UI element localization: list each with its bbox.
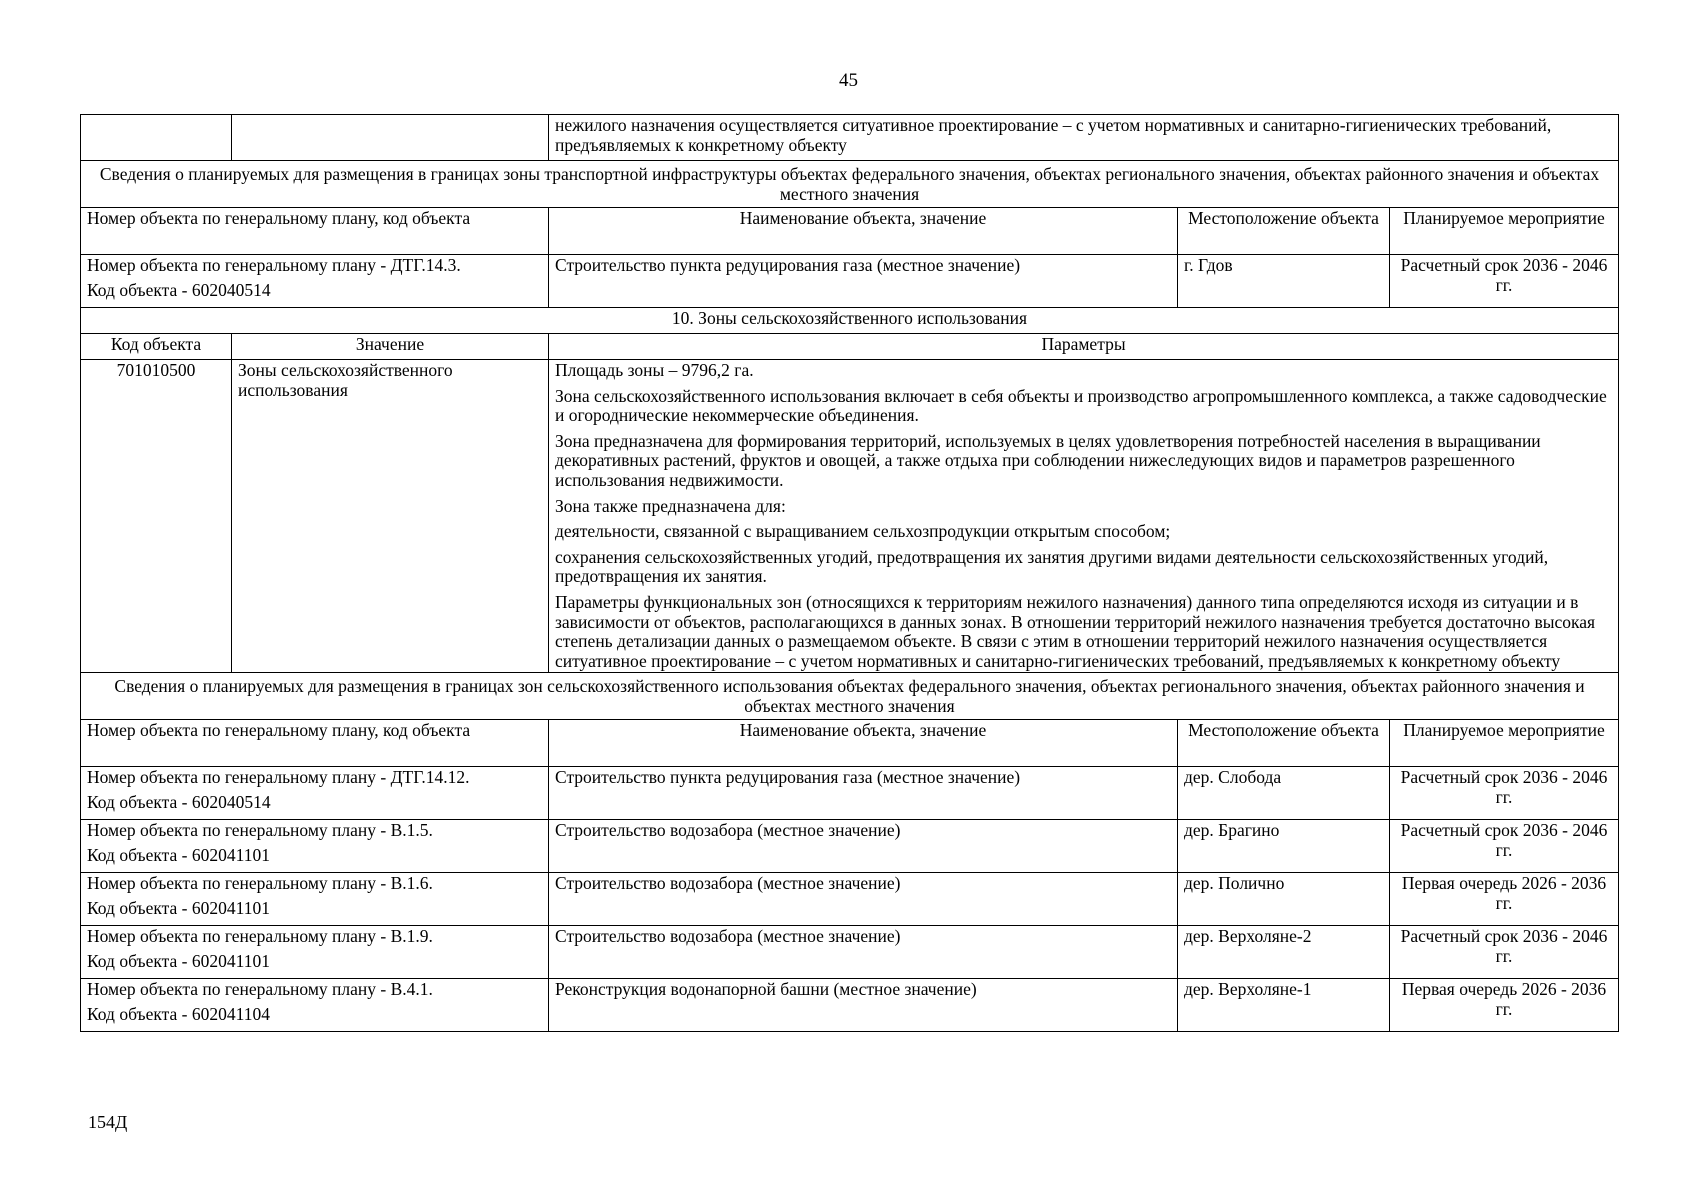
table-row xyxy=(81,926,1619,979)
object-number: Номер объекта по генеральному плану - В.1.9. xyxy=(87,926,433,947)
object-number-cell xyxy=(81,255,549,308)
object-number: Номер объекта по генеральному плану - В.4.1. xyxy=(87,979,433,1000)
section-row xyxy=(81,673,1619,720)
object-code: Код объекта - 602040514 xyxy=(87,791,271,812)
object-number-cell xyxy=(81,820,549,873)
header-location: Местоположение объекта xyxy=(1178,208,1390,255)
footer-code: 154Д xyxy=(88,1112,128,1132)
zone-param-paragraph: деятельности, связанной с выращиванием сельхозпродукции открытым способом; xyxy=(555,521,1171,542)
empty-cell xyxy=(81,115,232,161)
object-number-cell xyxy=(81,979,549,1032)
object-name: Строительство водозабора (местное значение) xyxy=(549,926,1178,979)
table-row xyxy=(81,255,1619,308)
object-number: Номер объекта по генеральному плану - ДТГ.14.12. xyxy=(87,767,470,788)
table-row xyxy=(81,820,1619,873)
object-name: Строительство водозабора (местное значение) xyxy=(549,820,1178,873)
object-number: Номер объекта по генеральному плану - ДТГ.14.3. xyxy=(87,255,461,275)
header-code: Код объекта xyxy=(81,334,232,360)
object-code: Код объекта - 602041101 xyxy=(87,897,270,918)
table-row xyxy=(81,979,1619,1032)
object-code: Код объекта - 602040514 xyxy=(87,279,271,300)
object-location: дер. Полично xyxy=(1178,873,1390,926)
object-activity: Расчетный срок 2036 - 2046 гг. xyxy=(1390,926,1619,979)
transport-section-title: Сведения о планируемых для размещения в границах зоны транспортной инфраструктуры объектах федерального значения, объектах регионального значения, объектах районного значения и объектах местного значения xyxy=(81,161,1619,208)
header-value: Значение xyxy=(232,334,549,360)
table-row xyxy=(81,873,1619,926)
section-row xyxy=(81,161,1619,208)
agri-section-title: Сведения о планируемых для размещения в границах зон сельскохозяйственного использования объектах федерального значения, объектах регионального значения, объектах районного значения и объектах местного значения xyxy=(81,673,1619,720)
page-number: 45 xyxy=(839,70,858,91)
object-activity: Первая очередь 2026 - 2036 гг. xyxy=(1390,873,1619,926)
object-number-cell xyxy=(81,767,549,820)
zone-param-paragraph: Зона также предназначена для: xyxy=(555,495,786,516)
object-activity: Расчетный срок 2036 - 2046 гг. xyxy=(1390,767,1619,820)
header-name: Наименование объекта, значение xyxy=(549,720,1178,767)
zone-params xyxy=(549,360,1619,673)
continuation-text: нежилого назначения осуществляется ситуативное проектирование – с учетом нормативных и санитарно-гигиенических требований, предъявляемых к конкретному объекту xyxy=(549,115,1619,161)
object-name: Реконструкция водонапорной башни (местное значение) xyxy=(549,979,1178,1032)
object-name: Строительство пункта редуцирования газа (местное значение) xyxy=(549,767,1178,820)
zone-param-paragraph: сохранения сельскохозяйственных угодий, предотвращения их занятия другими видами деятельности сельскохозяйственных угодий, предотвращения их занятия. xyxy=(555,546,1549,587)
object-location: дер. Верхоляне-1 xyxy=(1178,979,1390,1032)
object-code: Код объекта - 602041104 xyxy=(87,1003,270,1024)
header-params: Параметры xyxy=(549,334,1619,360)
document-table xyxy=(80,114,1619,1032)
empty-cell xyxy=(232,115,549,161)
object-name: Строительство водозабора (местное значение) xyxy=(549,873,1178,926)
object-number: Номер объекта по генеральному плану - В.1.6. xyxy=(87,873,433,894)
object-activity: Расчетный срок 2036 - 2046 гг. xyxy=(1390,820,1619,873)
object-code: Код объекта - 602041101 xyxy=(87,950,270,971)
continuation-row xyxy=(81,115,1619,161)
object-location: дер. Слобода xyxy=(1178,767,1390,820)
zone-value: Зоны сельскохозяйственного использования xyxy=(232,360,549,673)
zone-row xyxy=(81,360,1619,673)
object-name: Строительство пункта редуцирования газа (местное значение) xyxy=(549,255,1178,308)
zone-code: 701010500 xyxy=(81,360,232,673)
object-number: Номер объекта по генеральному плану - В.1.5. xyxy=(87,820,433,841)
header-number: Номер объекта по генеральному плану, код объекта xyxy=(81,208,549,255)
zone-param-paragraph: Параметры функциональных зон (относящихся к территориям нежилого назначения) данного типа определяются исходя из ситуации и в зависимости от объектов, располагающихся в данных зонах. В отношении территорий нежилого назначения требуется достаточно высокая степень детализации данных о размещаемом объекте. В связи с этим в отношении территорий нежилого назначения осуществляется ситуативное проектирование – с учетом нормативных и санитарно-гигиенических требований, предъявляемых к конкретному объекту xyxy=(555,591,1596,671)
zone-param-paragraph: Зона предназначена для формирования территорий, используемых в целях удовлетворения потребностей населения в выращивании декоративных растений, фруктов и овощей, а также отдыха при соблюдении нижеследующих видов и параметров разрешенного использования недвижимости. xyxy=(555,430,1541,490)
header-activity: Планируемое мероприятие xyxy=(1390,720,1619,767)
object-location: г. Гдов xyxy=(1178,255,1390,308)
object-number-cell xyxy=(81,926,549,979)
header-row xyxy=(81,208,1619,255)
header-location: Местоположение объекта xyxy=(1178,720,1390,767)
object-code: Код объекта - 602041101 xyxy=(87,844,270,865)
object-number-cell xyxy=(81,873,549,926)
header-row xyxy=(81,334,1619,360)
table-row xyxy=(81,767,1619,820)
zone-title: 10. Зоны сельскохозяйственного использования xyxy=(81,308,1619,334)
object-activity: Первая очередь 2026 - 2036 гг. xyxy=(1390,979,1619,1032)
zone-param-paragraph: Площадь зоны – 9796,2 га. xyxy=(555,360,754,380)
object-activity: Расчетный срок 2036 - 2046 гг. xyxy=(1390,255,1619,308)
object-location: дер. Верхоляне-2 xyxy=(1178,926,1390,979)
section-row xyxy=(81,308,1619,334)
zone-param-paragraph: Зона сельскохозяйственного использования включает в себя объекты и производство агропромышленного комплекса, а также садоводческие и огороднические некоммерческие объединения. xyxy=(555,385,1607,426)
object-location: дер. Брагино xyxy=(1178,820,1390,873)
header-name: Наименование объекта, значение xyxy=(549,208,1178,255)
header-number: Номер объекта по генеральному плану, код объекта xyxy=(81,720,549,767)
header-row xyxy=(81,720,1619,767)
header-activity: Планируемое мероприятие xyxy=(1390,208,1619,255)
